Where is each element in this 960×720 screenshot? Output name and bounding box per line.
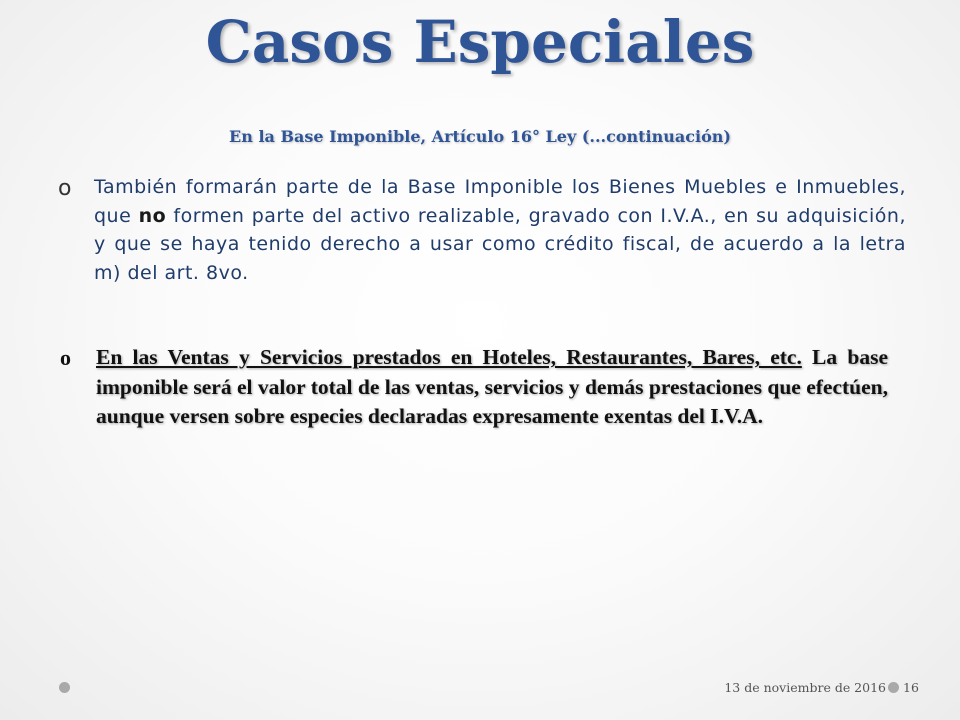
- footer-date: 13 de noviembre de 2016: [724, 680, 886, 695]
- slide-subtitle: En la Base Imponible, Artículo 16° Ley (...continuación): [229, 127, 731, 146]
- item2-underlined-heading: En las Ventas y Servicios prestados en Hoteles, Restaurantes, Bares, etc.: [96, 345, 802, 369]
- bullet-item-text: [94, 173, 906, 287]
- item1-bold-no: no: [138, 204, 167, 227]
- bullet-item-bienes-muebles: [58, 173, 906, 287]
- page-number: 16: [903, 680, 919, 695]
- footer-dot-right: [888, 682, 899, 693]
- slide-title: Casos Especiales: [205, 8, 755, 76]
- bullet-marker: o: [60, 345, 71, 370]
- bullet-marker: o: [58, 176, 72, 201]
- bullet-item-hoteles-restaurantes: [58, 343, 888, 432]
- footer-dot-left: [59, 682, 70, 693]
- bullet-item-text: [96, 343, 888, 432]
- item2-text: La base imponible será el valor total de las ventas, servicios y demás prestaciones que efectúen, aunque versen sobre especies declaradas expresamente exentas del I.V.A.: [96, 345, 888, 428]
- item1-text-before: También formarán parte de la Base Imponible los Bienes Muebles e Inmuebles, que: [94, 176, 906, 227]
- item1-text-after: formen parte del activo realizable, gravado con I.V.A., en su adquisición, y que se haya tenido derecho a usar como crédito fiscal, de acuerdo a la letra m) del art. 8vo.: [94, 204, 906, 284]
